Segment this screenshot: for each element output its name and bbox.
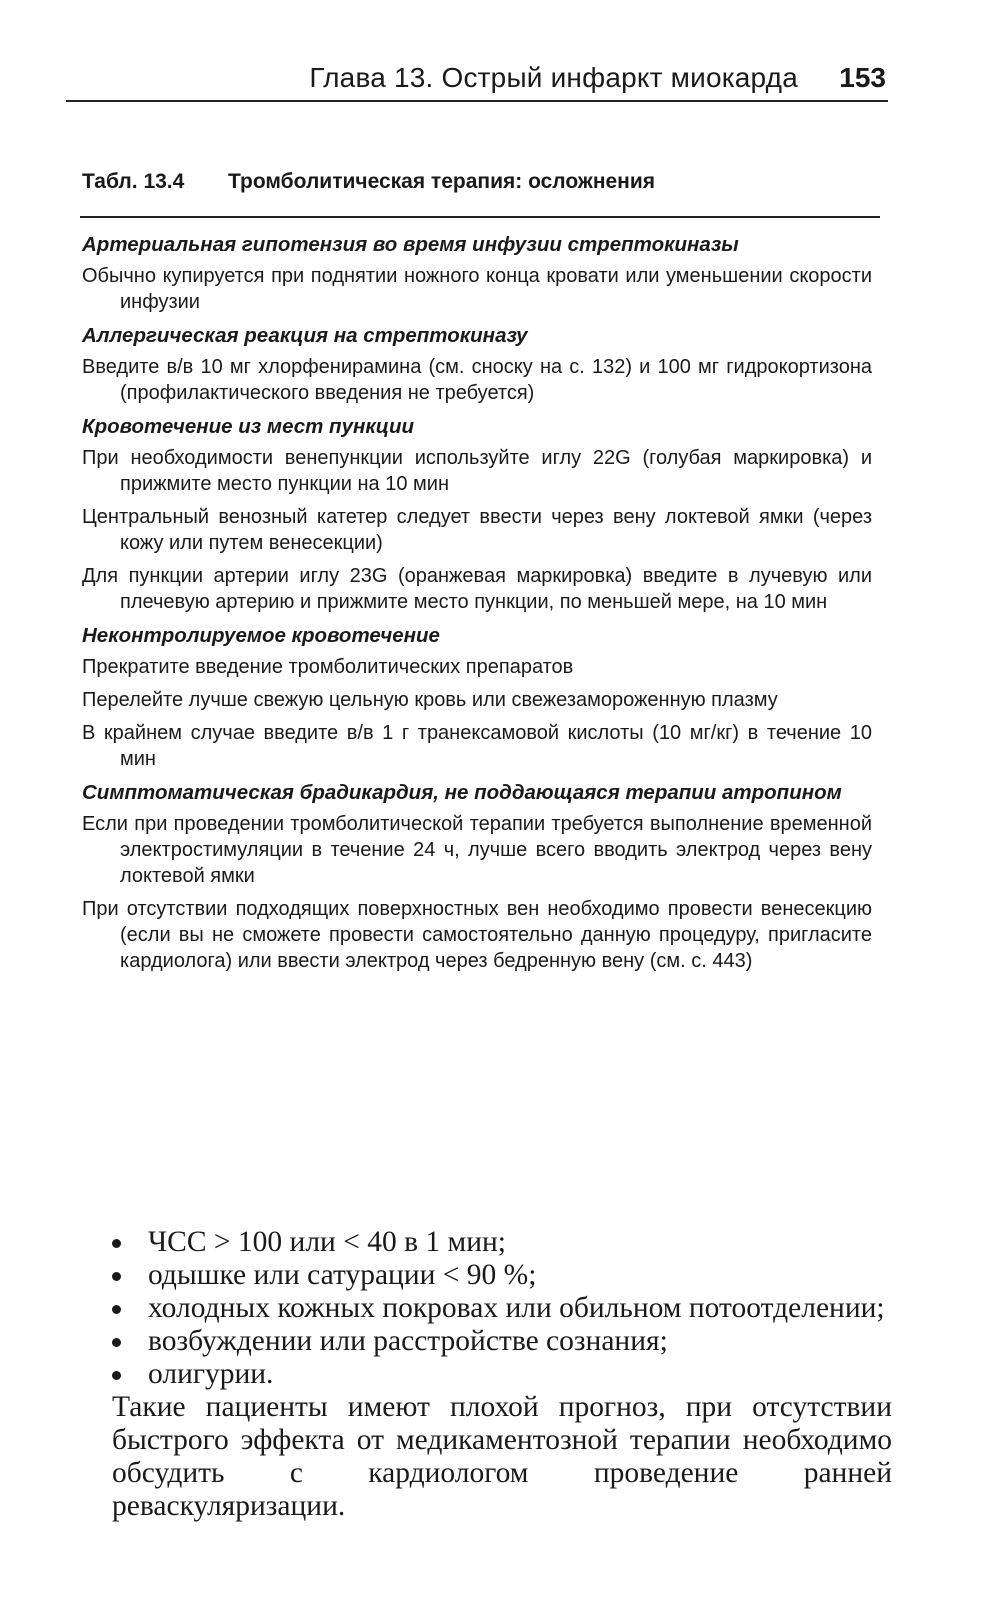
page-number: 153	[839, 62, 886, 93]
section-heading: Артериальная гипотензия во время инфузии стрептокиназы	[82, 233, 739, 256]
section-entry: Прекратите введение тромболитических препаратов	[82, 656, 574, 678]
chapter-title: Глава 13. Острый инфаркт миокарда	[309, 62, 798, 93]
section-heading: Кровотечение из мест пункции	[82, 415, 415, 438]
section-entry: Если при проведении тромболитической терапии требуется выполнение временной электростимуляции в течение 24 ч, лучше всего вводить электрод через вену локтевой ямки	[82, 813, 872, 887]
running-header	[66, 60, 888, 102]
list-item-text: холодных кожных покровах или обильном потоотделении;	[148, 1292, 885, 1324]
section-heading: Неконтролируемое кровотечение	[82, 624, 440, 647]
body-text	[112, 1226, 892, 1523]
table-caption	[82, 170, 655, 194]
bullet-icon	[112, 1371, 121, 1380]
section-entry: Обычно купируется при поднятии ножного конца кровати или уменьшении скорости инфузии	[82, 265, 872, 313]
section-heading: Аллергическая реакция на стрептокиназу	[82, 324, 528, 347]
table-section	[82, 780, 872, 974]
list-item	[112, 1226, 892, 1259]
list-item-text: ЧСС > 100 или < 40 в 1 мин;	[148, 1226, 506, 1258]
list-item-text: олигурии.	[148, 1358, 274, 1390]
table-section	[82, 414, 872, 615]
bullet-list	[112, 1226, 892, 1391]
section-entry: Центральный венозный катетер следует ввести через вену локтевой ямки (через кожу или путем венесекции)	[82, 506, 872, 554]
section-entry: При необходимости венепункции используйте иглу 22G (голубая маркировка) и прижмите место пункции на 10 мин	[82, 447, 872, 495]
table-section	[82, 323, 872, 406]
section-heading: Симптоматическая брадикардия, не поддающаяся терапии атропином	[82, 781, 842, 804]
section-entry: В крайнем случае введите в/в 1 г транексамовой кислоты (10 мг/кг) в течение 10 мин	[82, 722, 872, 770]
list-item	[112, 1358, 892, 1391]
table-title: Тромболитическая терапия: осложнения	[228, 170, 656, 193]
table-body	[82, 232, 872, 982]
table-section	[82, 623, 872, 772]
list-item-text: одышке или сатурации < 90 %;	[148, 1259, 537, 1291]
list-item-text: возбуждении или расстройстве сознания;	[148, 1325, 668, 1357]
section-entry: Введите в/в 10 мг хлорфенирамина (см. сноску на с. 132) и 100 мг гидрокортизона (профилактического введения не требуется)	[82, 356, 872, 404]
bullet-icon	[112, 1338, 121, 1347]
table-top-rule	[80, 216, 880, 218]
table-label: Табл. 13.4	[82, 170, 185, 193]
section-entry: При отсутствии подходящих поверхностных вен необходимо провести венесекцию (если вы не сможете провести самостоятельно данную процедуру, пригласите кардиолога) или ввести электрод через бедренную вену (см. с. 443)	[82, 898, 872, 972]
bullet-icon	[112, 1305, 121, 1314]
bullet-icon	[112, 1239, 121, 1248]
list-item	[112, 1325, 892, 1358]
list-item	[112, 1292, 892, 1325]
list-item	[112, 1259, 892, 1292]
section-entry: Перелейте лучше свежую цельную кровь или свежезамороженную плазму	[82, 689, 778, 711]
section-entry: Для пункции артерии иглу 23G (оранжевая маркировка) введите в лучевую или плечевую артерию и прижмите место пункции, по меньшей мере, на 10 мин	[82, 565, 872, 613]
table-section	[82, 232, 872, 315]
bullet-icon	[112, 1272, 121, 1281]
body-paragraph: Такие пациенты имеют плохой прогноз, при отсутствии быстрого эффекта от медикаментозной терапии необходимо обсудить с кардиологом проведение ранней реваскуляризации.	[112, 1391, 892, 1522]
